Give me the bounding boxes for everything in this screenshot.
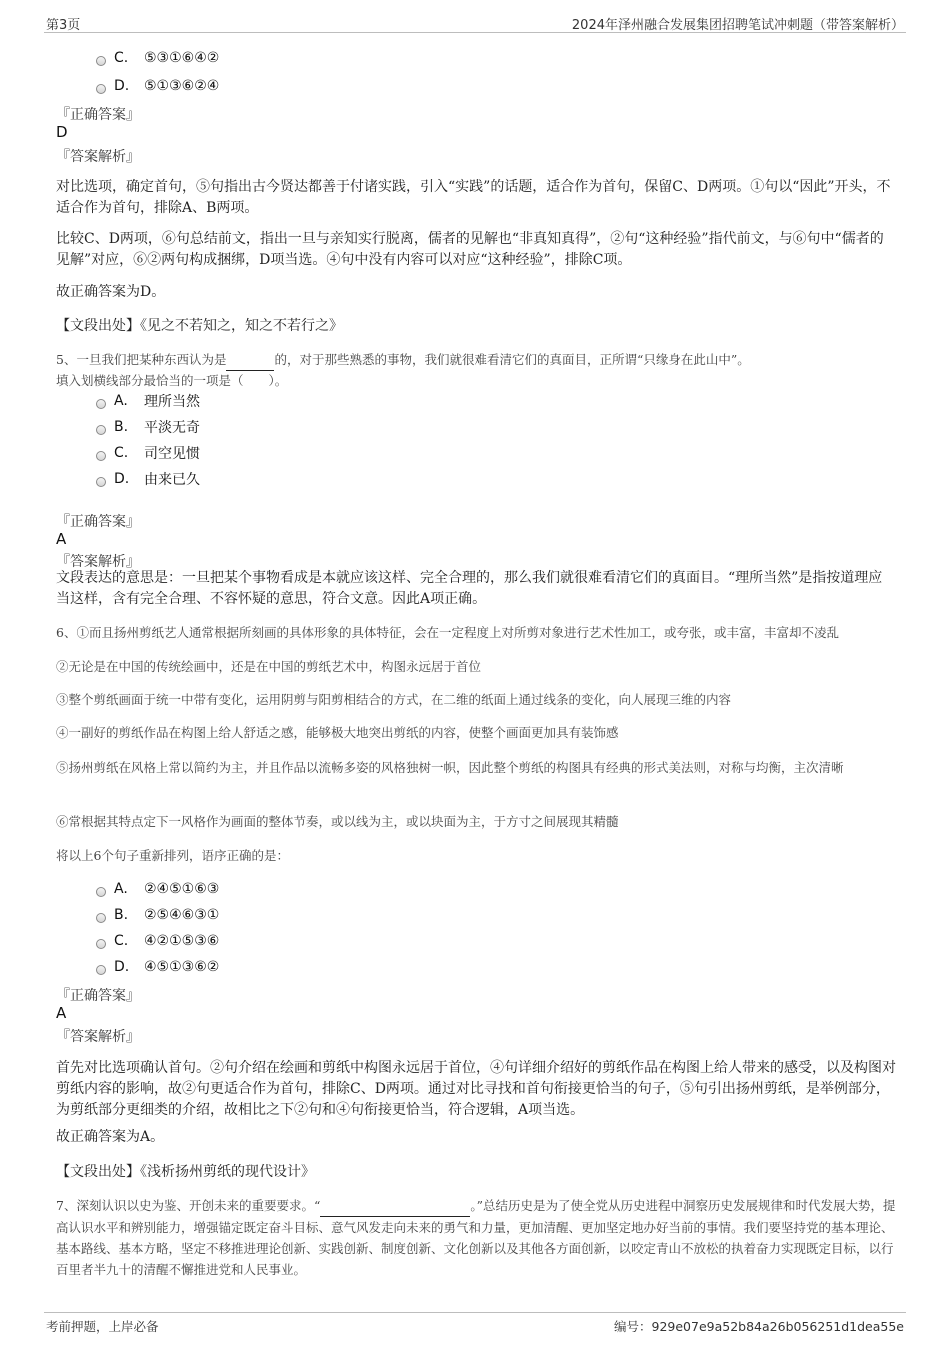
radio-icon[interactable]: [96, 399, 106, 409]
radio-icon[interactable]: [96, 84, 106, 94]
q5-option-b[interactable]: B. 平淡无奇: [96, 417, 200, 437]
q6-option-b[interactable]: B. ②⑤④⑥③①: [96, 905, 219, 925]
q5-answer: A: [56, 530, 67, 548]
footer-slogan: 考前押题，上岸必备: [46, 1319, 159, 1334]
page-footer: [44, 1312, 906, 1335]
q6-sentence-1: 6、①而且扬州剪纸艺人通常根据所刻画的具体形象的具体特征，会在一定程度上对所剪对象进行艺术性加工，或夸张，或丰富，丰富却不凌乱: [56, 625, 839, 640]
q5-stem: 5、一旦我们把某种东西认为是 的，对于那些熟悉的事物，我们就很难看清它们的真面目，正所谓“只缘身在此山中”。: [56, 349, 896, 371]
q6-answer: A: [56, 1004, 67, 1022]
q4-source: 【文段出处】《见之不若知之，知之不若行之》: [56, 318, 343, 334]
q5-analysis: 文段表达的意思是：一旦把某个事物看成是本就应该这样、完全合理的，那么我们就很难看清它们的真面目。“理所当然”是指按道理应当这样，含有完全合理、不容怀疑的意思，符合文意。因此A项正确。: [56, 570, 883, 607]
q4-conclusion: 故正确答案为D。: [56, 284, 166, 300]
page-header: [44, 12, 906, 33]
q4-option-c[interactable]: C. ⑤③①⑥④②: [96, 48, 219, 68]
q6-sentence-5: ⑤扬州剪纸在风格上常以简约为主，并且作品以流畅多姿的风格独树一帜，因此整个剪纸的构图具有经典的形式美法则，对称与均衡，主次清晰: [56, 760, 844, 775]
page-number: 第3页: [46, 18, 81, 33]
radio-icon[interactable]: [96, 451, 106, 461]
radio-icon[interactable]: [96, 477, 106, 487]
fill-blank: [320, 1195, 470, 1217]
q4-answer-tag: 『正确答案』: [56, 107, 140, 123]
q4-analysis-tag: 『答案解析』: [56, 149, 140, 165]
q5-answer-tag: 『正确答案』: [56, 514, 140, 530]
radio-icon[interactable]: [96, 965, 106, 975]
radio-icon[interactable]: [96, 887, 106, 897]
q6-analysis-tag: 『答案解析』: [56, 1029, 140, 1045]
q6-option-a[interactable]: A. ②④⑤①⑥③: [96, 879, 219, 899]
q5-option-d[interactable]: D. 由来已久: [96, 469, 200, 489]
q6-sentence-4: ④一副好的剪纸作品在构图上给人舒适之感，能够极大地突出剪纸的内容，使整个画面更加具有装饰感: [56, 725, 619, 740]
document-title: 2024年泽州融合发展集团招聘笔试冲刺题（带答案解析）: [571, 18, 904, 33]
q6-source: 【文段出处】《浅析扬州剪纸的现代设计》: [56, 1164, 315, 1180]
q6-prompt: 将以上6个句子重新排列，语序正确的是：: [56, 848, 289, 863]
q4-analysis-p1: 对比选项，确定首句，⑤句指出古今贤达都善于付诸实践，引入“实践”的话题，适合作为首句，保留C、D两项。①句以“因此”开头，不适合作为首句，排除A、B两项。: [56, 179, 891, 216]
q5-option-c[interactable]: C. 司空见惯: [96, 443, 200, 463]
fill-blank: [226, 349, 274, 371]
document-id: 编号：929e07e9a52b84a26b056251d1dea55e: [613, 1319, 904, 1334]
q7-stem: 7、深刻认识以史为鉴、开创未来的重要要求。“ 。”总结历史是为了使全党从历史进程中洞察历史发展规律和时代发展大势，提高认识水平和辨别能力，增强锚定既定奋斗目标、意气风发走向未来的勇气和力量，更加清醒、更加坚定地办好当前的事情。我们要坚持党的基本理论、基本路线、基本方略，坚定不移推进理论创新、实践创新、制度创新、文化创新以及其他各方面创新，以咬定青山不放松的执着奋力实现既定目标，以行百里者半九十的清醒不懈推进党和人民事业。: [56, 1195, 896, 1280]
q5-option-a[interactable]: A. 理所当然: [96, 391, 200, 411]
q6-sentence-2: ②无论是在中国的传统绘画中，还是在中国的剪纸艺术中，构图永远居于首位: [56, 659, 482, 674]
q5-analysis-tag: 『答案解析』: [56, 554, 140, 570]
q6-option-c[interactable]: C. ④②①⑤③⑥: [96, 931, 219, 951]
radio-icon[interactable]: [96, 56, 106, 66]
q6-sentence-6: ⑥常根据其特点定下一风格作为画面的整体节奏，或以线为主，或以块面为主，于方寸之间展现其精髓: [56, 814, 619, 829]
q4-answer: D: [56, 123, 68, 141]
radio-icon[interactable]: [96, 939, 106, 949]
radio-icon[interactable]: [96, 425, 106, 435]
q4-option-d[interactable]: D. ⑤①③⑥②④: [96, 76, 219, 96]
radio-icon[interactable]: [96, 913, 106, 923]
q5-prompt: 填入划横线部分最恰当的一项是（ ）。: [56, 373, 288, 388]
q6-sentence-3: ③整个剪纸画面于统一中带有变化，运用阴剪与阳剪相结合的方式，在二维的纸面上通过线条的变化，向人展现三维的内容: [56, 692, 732, 707]
q6-answer-tag: 『正确答案』: [56, 988, 140, 1004]
q6-analysis: 首先对比选项确认首句。②句介绍在绘画和剪纸中构图永远居于首位，④句详细介绍好的剪纸作品在构图上给人带来的感受，以及构图对剪纸内容的影响，故②句更适合作为首句，排除C、D两项。通过对比寻找和首句衔接更恰当的句子，⑤句引出扬州剪纸，是举例部分，为剪纸部分更细类的介绍，故相比之下②句和④句衔接更恰当，符合逻辑，A项当选。: [56, 1060, 896, 1118]
q6-conclusion: 故正确答案为A。: [56, 1129, 165, 1145]
q6-option-d[interactable]: D. ④⑤①③⑥②: [96, 957, 219, 977]
q4-analysis-p2: 比较C、D两项，⑥句总结前文，指出一旦与亲知实行脱离，儒者的见解也“非真知真得”，②句“这种经验”指代前文，与⑥句中“儒者的见解”对应，⑥②两句构成捆绑，D项当选。④句中没有内容可以对应“这种经验”，排除C项。: [56, 231, 884, 268]
